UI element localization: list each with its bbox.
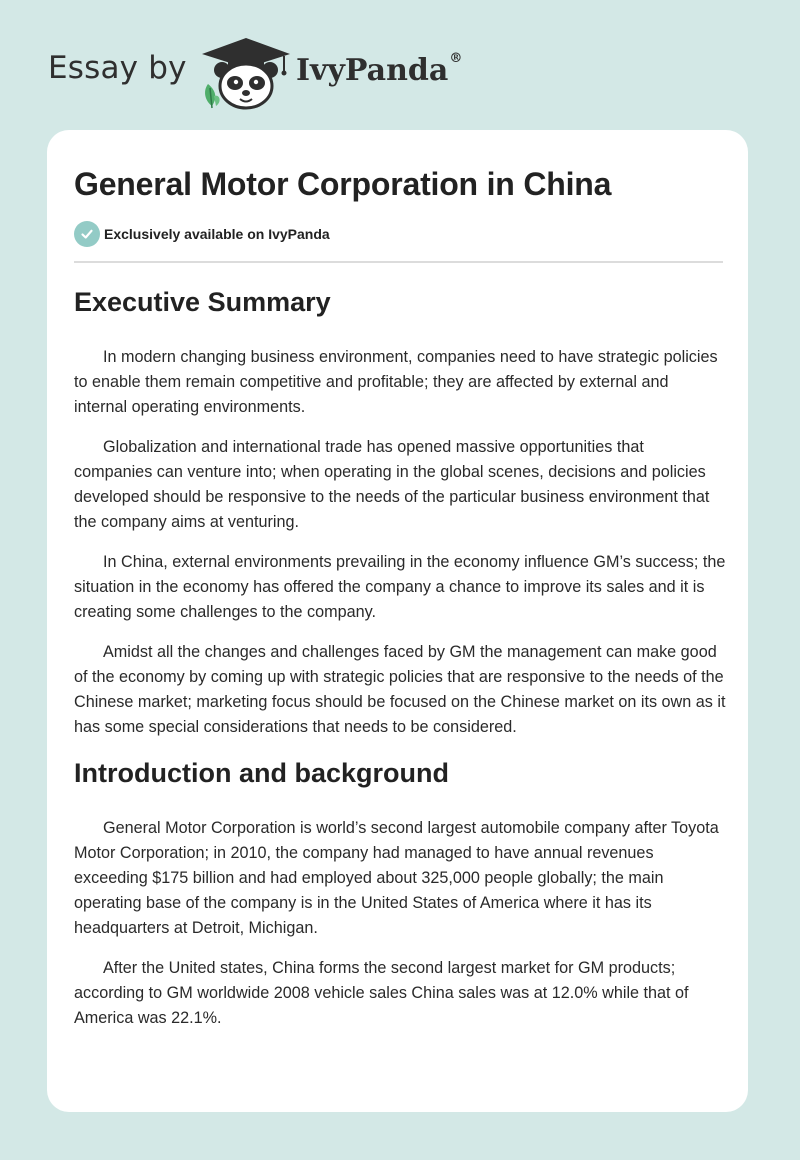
- paragraph: Amidst all the changes and challenges faced by GM the management can make good of the economy by coming up with strategic policies that are responsive to the needs of the Chinese market; marketing focus should be focused on the Chinese market on its own as it has some special considerations that needs to be considered.: [74, 643, 726, 736]
- paragraph: Globalization and international trade has opened massive opportunities that companies can venture into; when operating in the global scenes, decisions and policies developed should be responsive to the needs of the particular business environment that the company aims at venturing.: [74, 438, 710, 531]
- panda-graduate-logo-icon[interactable]: [198, 36, 294, 112]
- essay-body: [74, 284, 726, 1046]
- page-title: General Motor Corporation in China: [74, 166, 612, 202]
- brand-name-text: IvyPanda: [296, 53, 449, 88]
- availability-badge: [74, 221, 330, 247]
- paragraph: After the United states, China forms the second largest market for GM products; according to GM worldwide 2008 vehicle sales China sales was at 12.0% while that of America was 22.1%.: [74, 959, 689, 1027]
- badge-label: Exclusively available on IvyPanda: [104, 226, 330, 242]
- brand-prefix: Essay by: [48, 50, 187, 86]
- section-heading-introduction: Introduction and background: [74, 758, 449, 788]
- brand-name: [296, 53, 462, 88]
- section-heading-executive-summary: Executive Summary: [74, 287, 331, 317]
- site-header: [0, 0, 800, 130]
- registered-mark: ®: [449, 51, 463, 66]
- check-icon: [74, 221, 100, 247]
- essay-card: [47, 130, 748, 1112]
- divider: [74, 261, 723, 263]
- paragraph: In modern changing business environment, companies need to have strategic policies to enable them remain competitive and profitable; they are affected by external and internal operating environments.: [74, 348, 718, 416]
- paragraph: In China, external environments prevailing in the economy influence GM’s success; the situation in the economy has offered the company a chance to improve its sales and it is creating some challenges to the company.: [74, 553, 726, 621]
- paragraph: General Motor Corporation is world’s second largest automobile company after Toyota Motor Corporation; in 2010, the company had managed to have annual revenues exceeding $175 billion and had employed about 325,000 people globally; the main operating base of the company is in the United States of America where it has its headquarters at Detroit, Michigan.: [74, 819, 719, 937]
